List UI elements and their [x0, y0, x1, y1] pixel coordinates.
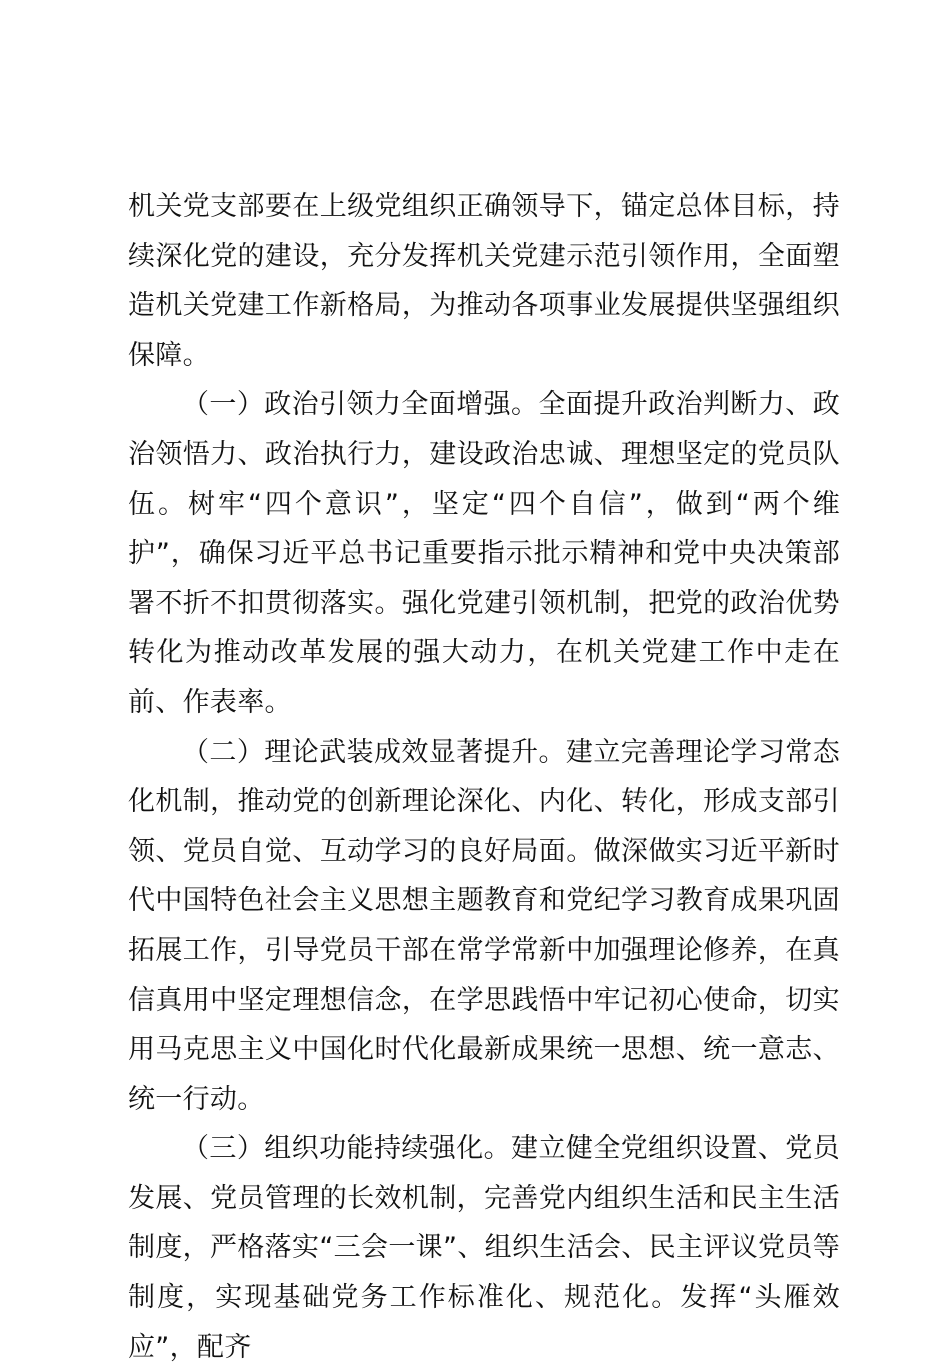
- paragraph-political-leadership: （一）政治引领力全面增强。全面提升政治判断力、政治领悟力、政治执行力，建设政治忠诚、理想坚定的党员队伍。树牢“四个意识”，坚定“四个自信”，做到“两个维护”，确保习近平总书记重要指示批示精神和党中央决策部署不折不扣贯彻落实。强化党建引领机制，把党的政治优势转化为推动改革发展的强大动力，在机关党建工作中走在前、作表率。: [128, 389, 840, 718]
- paragraph-organization-function: （三）组织功能持续强化。建立健全党组织设置、党员发展、党员管理的长效机制，完善党内组织生活和民主生活制度，严格落实“三会一课”、组织生活会、民主评议党员等制度，实现基础党务工作标准化、规范化。发挥“头雁效应”，配齐: [128, 1133, 840, 1363]
- paragraph-theory-study: （二）理论武装成效显著提升。建立完善理论学习常态化机制，推动党的创新理论深化、内化、转化，形成支部引领、党员自觉、互动学习的良好局面。做深做实习近平新时代中国特色社会主义思想主题教育和党纪学习教育成果巩固拓展工作，引导党员干部在常学常新中加强理论修养，在真信真用中坚定理想信念，在学思践悟中牢记初心使命，切实用马克思主义中国化时代化最新成果统一思想、统一意志、统一行动。: [128, 736, 840, 1115]
- paragraph-intro: 机关党支部要在上级党组织正确领导下，锚定总体目标，持续深化党的建设，充分发挥机关党建示范引领作用，全面塑造机关党建工作新格局，为推动各项事业发展提供坚强组织保障。: [128, 191, 840, 371]
- document-body: [128, 182, 840, 1372]
